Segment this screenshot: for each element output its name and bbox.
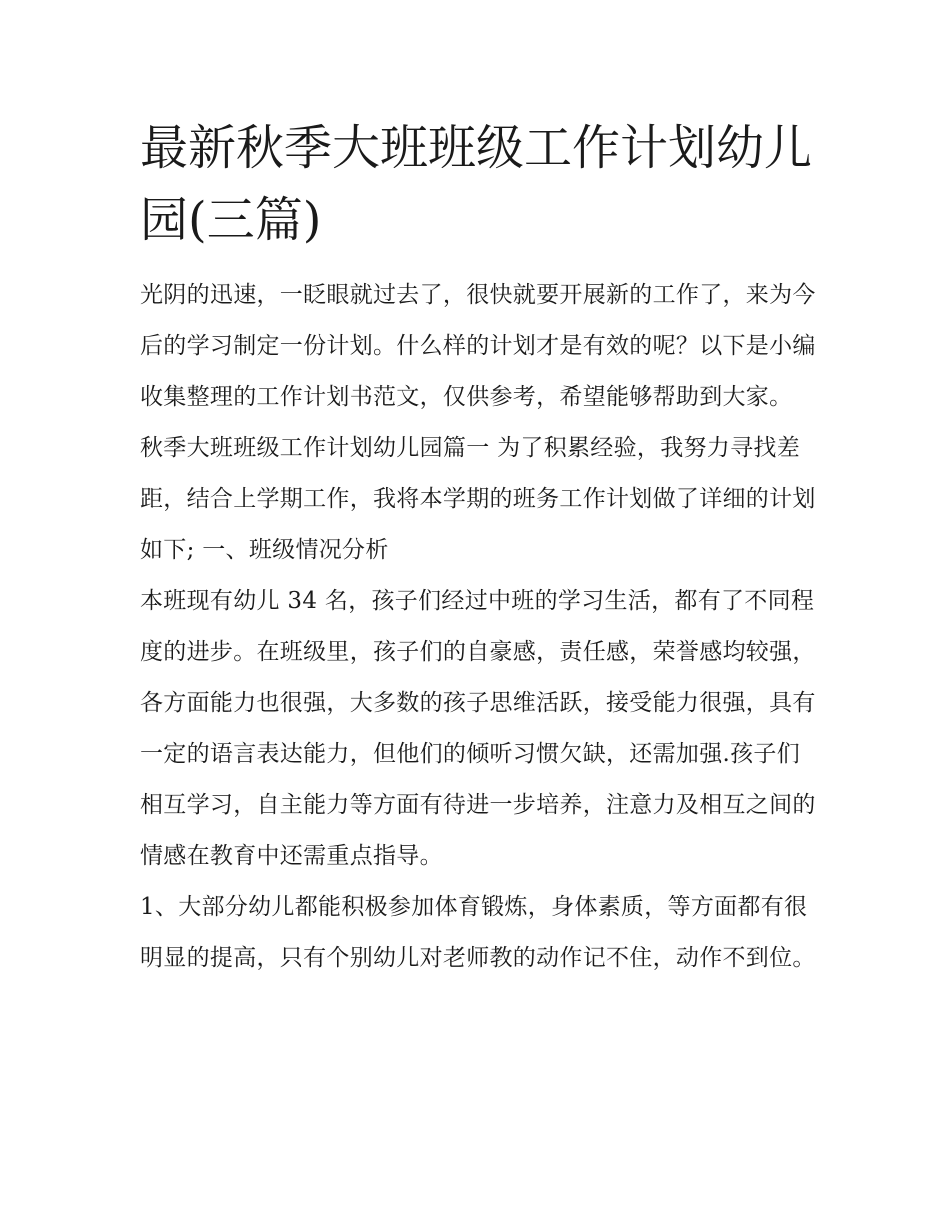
paragraph-class-analysis: 本班现有幼儿 34 名，孩子们经过中班的学习生活，都有了不同程度的进步。在班级里，孩子们的自豪感，责任感，荣誉感均较强，各方面能力也很强，大多数的孩子思维活跃，接受能力很强，具有一定的语言表达能力，但他们的倾听习惯欠缺，还需加强.孩子们相互学习，自主能力等方面有待进一步培养，注意力及相互之间的情感在教育中还需重点指导。 — [140, 588, 816, 869]
paragraph-section-one: 秋季大班班级工作计划幼儿园篇一 为了积累经验，我努力寻找差距，结合上学期工作，我将本学期的班务工作计划做了详细的计划如下; 一、班级情况分析 — [140, 435, 816, 563]
paragraph-item-one: 1、大部分幼儿都能积极参加体育锻炼，身体素质，等方面都有很明显的提高，只有个别幼儿对老师教的动作记不住，动作不到位。 — [140, 894, 816, 971]
document-title: 最新秋季大班班级工作计划幼儿园(三篇) — [140, 120, 813, 248]
document-body — [140, 112, 818, 984]
paragraph-intro: 光阴的迅速，一眨眼就过去了，很快就要开展新的工作了，来为今后的学习制定一份计划。什么样的计划才是有效的呢？以下是小编收集整理的工作计划书范文，仅供参考，希望能够帮助到大家。 — [140, 282, 816, 410]
